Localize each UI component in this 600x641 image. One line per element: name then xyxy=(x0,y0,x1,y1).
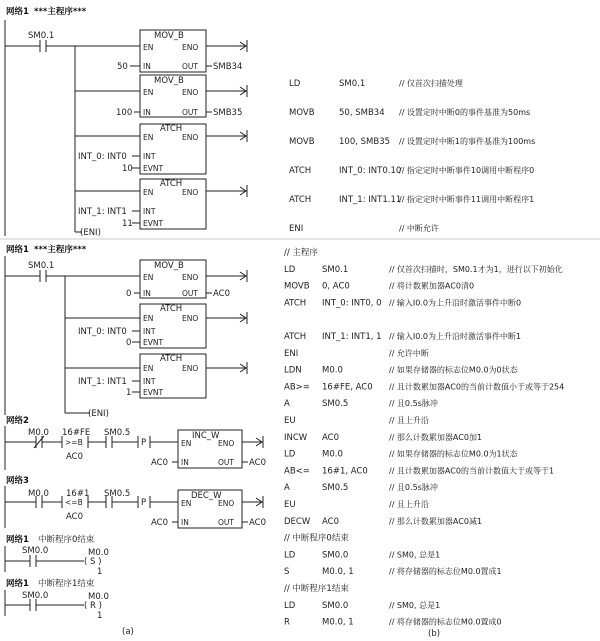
instruction-arg: SM0.5 xyxy=(322,399,349,410)
instruction-op: // 中断程序0结束 xyxy=(284,533,349,544)
bottom-ladder xyxy=(5,244,266,637)
svg-text:ATCH: ATCH xyxy=(160,304,183,314)
svg-text:EN: EN xyxy=(143,314,154,323)
out-value: SMB34 xyxy=(213,62,243,72)
instruction-cm: // 输入I0.0为上升沿时激活事件中断0 xyxy=(389,298,522,308)
instruction-op: LD xyxy=(284,264,296,275)
pin-in: IN xyxy=(143,62,151,71)
interrupt-1 xyxy=(5,578,109,621)
instruction-op: AB>= xyxy=(284,382,310,393)
top-ladder xyxy=(5,6,247,238)
instruction-cm: // 且计数累加器AC0的当前计数值大于或等于1 xyxy=(389,466,555,476)
instruction-arg: SM0.0 xyxy=(322,550,349,561)
instruction-cm: // SM0, 总是1 xyxy=(389,600,441,610)
svg-text:INT_0: INT0: INT_0: INT0 xyxy=(78,152,127,162)
svg-text:SM0.0: SM0.0 xyxy=(22,546,49,556)
instruction-arg: M0.0, 1 xyxy=(322,617,354,628)
instruction-op: MOVB xyxy=(289,108,315,118)
atch-block-1 xyxy=(78,124,247,174)
instruction-cm: // SM0, 总是1 xyxy=(389,550,441,560)
network-2 xyxy=(5,415,266,470)
svg-text:<=B: <=B xyxy=(65,498,83,507)
interrupt-0 xyxy=(5,534,109,577)
svg-text:OUT: OUT xyxy=(218,518,234,527)
svg-text:EVNT: EVNT xyxy=(143,219,164,228)
svg-text:11: 11 xyxy=(122,219,133,229)
pin-out: OUT xyxy=(182,62,198,71)
svg-text:中断程序0结束: 中断程序0结束 xyxy=(38,535,95,545)
instruction-op: ENI xyxy=(289,224,304,234)
instruction-op: LD xyxy=(284,550,296,561)
instruction-op: ATCH xyxy=(284,332,307,342)
atch-block-2 xyxy=(78,354,247,398)
svg-text:ENO: ENO xyxy=(182,314,199,323)
svg-text:AC0: AC0 xyxy=(213,289,231,299)
instruction-arg: INT_1: INT1, 1 xyxy=(322,332,382,342)
svg-text:M0.0: M0.0 xyxy=(28,428,49,438)
caption-a: (a) xyxy=(122,627,134,637)
svg-text:ENO: ENO xyxy=(182,188,199,197)
svg-text:1: 1 xyxy=(97,567,103,577)
instruction-arg: SM0.1 xyxy=(339,79,366,89)
instruction-cm: // 那么计数累加器AC0减1 xyxy=(389,516,483,526)
svg-text:EN: EN xyxy=(143,188,154,197)
svg-text:SM0.1: SM0.1 xyxy=(28,261,55,271)
instruction-op: ATCH xyxy=(289,195,312,205)
instruction-cm: // 且0.5s脉冲 xyxy=(389,483,438,493)
instruction-cm: // 且0.5s脉冲 xyxy=(389,399,438,409)
network-3 xyxy=(5,475,266,528)
instruction-arg: 16#1, AC0 xyxy=(322,466,368,477)
instruction-cm: // 将存储器的标志位M0.0置成1 xyxy=(389,567,502,577)
svg-text:ATCH: ATCH xyxy=(160,124,183,134)
network-label: 网络1 xyxy=(6,7,29,17)
svg-text:INT: INT xyxy=(143,327,156,336)
svg-text:EN: EN xyxy=(143,88,154,97)
svg-text:16#FE: 16#FE xyxy=(62,428,91,438)
svg-text:SM0.5: SM0.5 xyxy=(104,428,131,438)
instruction-arg: 50, SMB34 xyxy=(339,108,385,118)
svg-text:中断程序1结束: 中断程序1结束 xyxy=(38,579,95,589)
svg-text:EN: EN xyxy=(143,133,154,142)
svg-text:( S ): ( S ) xyxy=(84,557,102,567)
svg-text:ATCH: ATCH xyxy=(160,179,183,189)
svg-text:( R ): ( R ) xyxy=(84,601,102,611)
instruction-op: EU xyxy=(284,416,296,426)
svg-text:0: 0 xyxy=(126,289,132,299)
pin-eno: ENO xyxy=(182,43,199,52)
svg-text:INT: INT xyxy=(143,207,156,216)
svg-text:INC_W: INC_W xyxy=(192,431,220,441)
svg-text:10: 10 xyxy=(122,164,133,174)
svg-text:OUT: OUT xyxy=(182,108,198,117)
svg-text:ENO: ENO xyxy=(218,499,235,508)
svg-text:SMB35: SMB35 xyxy=(213,108,243,118)
instruction-op: ENI xyxy=(284,348,299,359)
svg-text:网络1: 网络1 xyxy=(6,579,29,589)
svg-text:MOV_B: MOV_B xyxy=(154,76,184,86)
instruction-op: MOVB xyxy=(289,137,315,147)
svg-text:1: 1 xyxy=(126,388,132,398)
block-name: MOV_B xyxy=(154,31,184,41)
svg-text:网络1: 网络1 xyxy=(6,535,29,545)
instruction-op: LD xyxy=(289,79,301,89)
instruction-cm: // 那么计数累加器AC0加1 xyxy=(389,432,483,442)
svg-text:MOV_B: MOV_B xyxy=(154,261,184,271)
svg-text:IN: IN xyxy=(181,518,189,527)
instruction-cm: // 如果存储器的标志位M0.0为0状态 xyxy=(389,365,518,375)
svg-text:EVNT: EVNT xyxy=(143,164,164,173)
instruction-cm: // 指定定时中断事件10调用中断程序0 xyxy=(399,166,535,175)
instruction-op: // 中断程序1结束 xyxy=(284,584,349,594)
instruction-cm: // 输入I0.0为上升沿时激活事件中断1 xyxy=(389,332,522,341)
svg-text:网络2: 网络2 xyxy=(6,416,29,426)
svg-text:EN: EN xyxy=(181,439,192,448)
instruction-op: AB<= xyxy=(284,466,310,477)
svg-text:P: P xyxy=(141,438,147,448)
instruction-cm: // 设置定时中断0的事件基准为50ms xyxy=(399,108,531,117)
instruction-arg: SM0.5 xyxy=(322,483,349,494)
pin-en: EN xyxy=(143,43,154,52)
instruction-arg: M0.0, 1 xyxy=(322,567,354,578)
svg-text:EVNT: EVNT xyxy=(143,338,164,347)
svg-text:SM0.5: SM0.5 xyxy=(104,489,131,499)
svg-text:ATCH: ATCH xyxy=(160,354,183,364)
instruction-cm: // 仅首次扫描时，SM0.1才为1，进行以下初始化 xyxy=(389,264,563,274)
svg-text:ENO: ENO xyxy=(182,273,199,282)
top-instruction-list xyxy=(289,78,535,234)
svg-text:EN: EN xyxy=(143,273,154,282)
svg-text:(ENI): (ENI) xyxy=(88,409,109,419)
instruction-cm: // 指定定时中断事件11调用中断程序1 xyxy=(399,195,535,204)
instruction-arg: 16#FE, AC0 xyxy=(322,382,373,393)
svg-text:AC0: AC0 xyxy=(151,518,169,528)
svg-text:EN: EN xyxy=(143,364,154,373)
svg-text:AC0: AC0 xyxy=(249,458,267,468)
svg-text:IN: IN xyxy=(181,458,189,467)
instruction-op: ATCH xyxy=(289,166,312,176)
instruction-arg: AC0 xyxy=(322,432,340,443)
instruction-op: // 主程序 xyxy=(284,248,318,258)
svg-text:16#1: 16#1 xyxy=(66,489,90,499)
svg-text:100: 100 xyxy=(116,108,133,118)
instruction-cm: // 且计数累加器AC0的当前计数值小于或等于254 xyxy=(389,382,565,392)
instruction-op: INCW xyxy=(284,432,308,443)
instruction-arg: SM0.1 xyxy=(322,264,349,275)
instruction-op: R xyxy=(284,617,290,628)
instruction-op: S xyxy=(284,567,290,578)
instruction-op: MOVB xyxy=(284,281,310,292)
svg-text:IN: IN xyxy=(143,108,151,117)
instruction-cm: // 设置定时中断1的事件基准为100ms xyxy=(399,137,536,146)
mov-block-1 xyxy=(117,30,247,72)
instruction-arg: 0, AC0 xyxy=(322,281,350,292)
svg-text:ENO: ENO xyxy=(182,133,199,142)
svg-text:>=B: >=B xyxy=(65,438,83,447)
instruction-arg: M0.0 xyxy=(322,449,343,460)
svg-text:INT_1: INT1: INT_1: INT1 xyxy=(78,377,127,387)
instruction-op: A xyxy=(284,399,290,410)
svg-text:ENO: ENO xyxy=(182,364,199,373)
network-title: ***主程序*** xyxy=(34,7,87,17)
instruction-arg: AC0 xyxy=(322,516,340,527)
svg-text:P: P xyxy=(141,498,147,508)
svg-text:INT: INT xyxy=(143,152,156,161)
instruction-arg: 100, SMB35 xyxy=(339,137,391,147)
svg-text:ENO: ENO xyxy=(182,88,199,97)
svg-text:OUT: OUT xyxy=(182,289,198,298)
mov-block-2 xyxy=(116,75,247,118)
instruction-arg: INT_1: INT1.11 xyxy=(339,195,402,205)
svg-text:AC0: AC0 xyxy=(66,512,84,522)
instruction-op: ATCH xyxy=(284,298,307,309)
svg-text:EN: EN xyxy=(181,499,192,508)
svg-text:M0.0: M0.0 xyxy=(88,592,109,602)
svg-text:M0.0: M0.0 xyxy=(28,489,49,499)
svg-text:AC0: AC0 xyxy=(66,452,84,462)
instruction-op: A xyxy=(284,483,290,494)
svg-text:INT_0: INT0: INT_0: INT0 xyxy=(78,327,127,337)
instruction-cm: // 允许中断 xyxy=(389,348,429,358)
atch-block-2 xyxy=(78,179,247,229)
svg-text:AC0: AC0 xyxy=(151,458,169,468)
svg-text:INT_1: INT1: INT_1: INT1 xyxy=(78,207,127,217)
svg-text:ENO: ENO xyxy=(218,439,235,448)
instruction-op: LD xyxy=(284,449,296,460)
instruction-cm: // 且上升沿 xyxy=(389,500,429,509)
svg-text:SM0.0: SM0.0 xyxy=(22,591,49,601)
instruction-cm: // 仅首次扫描处理 xyxy=(399,79,463,88)
caption-b: (b) xyxy=(428,629,441,639)
eni-coil: (ENI) xyxy=(80,228,101,238)
svg-text:INT: INT xyxy=(143,377,156,386)
instruction-arg: INT_0: INT0, 0 xyxy=(322,298,382,309)
in-value: 50 xyxy=(117,62,128,72)
svg-text:EVNT: EVNT xyxy=(143,388,164,397)
instruction-arg: SM0.0 xyxy=(322,600,349,611)
instruction-cm: // 中断允许 xyxy=(399,224,439,233)
instruction-op: EU xyxy=(284,500,296,510)
atch-block-1 xyxy=(78,304,247,348)
svg-text:网络3: 网络3 xyxy=(6,476,29,486)
instruction-cm: // 如果存储器的标志位M0.0为1状态 xyxy=(389,449,518,459)
mov-block xyxy=(126,260,247,299)
bottom-instruction-list xyxy=(284,247,564,628)
svg-text:AC0: AC0 xyxy=(249,518,267,528)
instruction-arg: INT_0: INT0.10 xyxy=(339,166,402,176)
contact-label: SM0.1 xyxy=(28,31,55,41)
instruction-op: LD xyxy=(284,600,296,611)
svg-text:DEC_W: DEC_W xyxy=(191,491,222,501)
instruction-cm: // 将存储器的标志位M0.0置成0 xyxy=(389,617,502,627)
svg-text:0: 0 xyxy=(126,338,132,348)
instruction-cm: // 将计数累加器AC0清0 xyxy=(389,281,475,291)
instruction-op: DECW xyxy=(284,516,311,527)
instruction-op: LDN xyxy=(284,365,302,376)
svg-text:M0.0: M0.0 xyxy=(88,548,109,558)
svg-text:1: 1 xyxy=(97,611,103,621)
instruction-arg: M0.0 xyxy=(322,365,343,376)
network-title: ***主程序*** xyxy=(34,245,87,255)
svg-text:OUT: OUT xyxy=(218,458,234,467)
svg-text:IN: IN xyxy=(143,289,151,298)
instruction-cm: // 且上升沿 xyxy=(389,416,429,425)
network-label: 网络1 xyxy=(6,245,29,255)
